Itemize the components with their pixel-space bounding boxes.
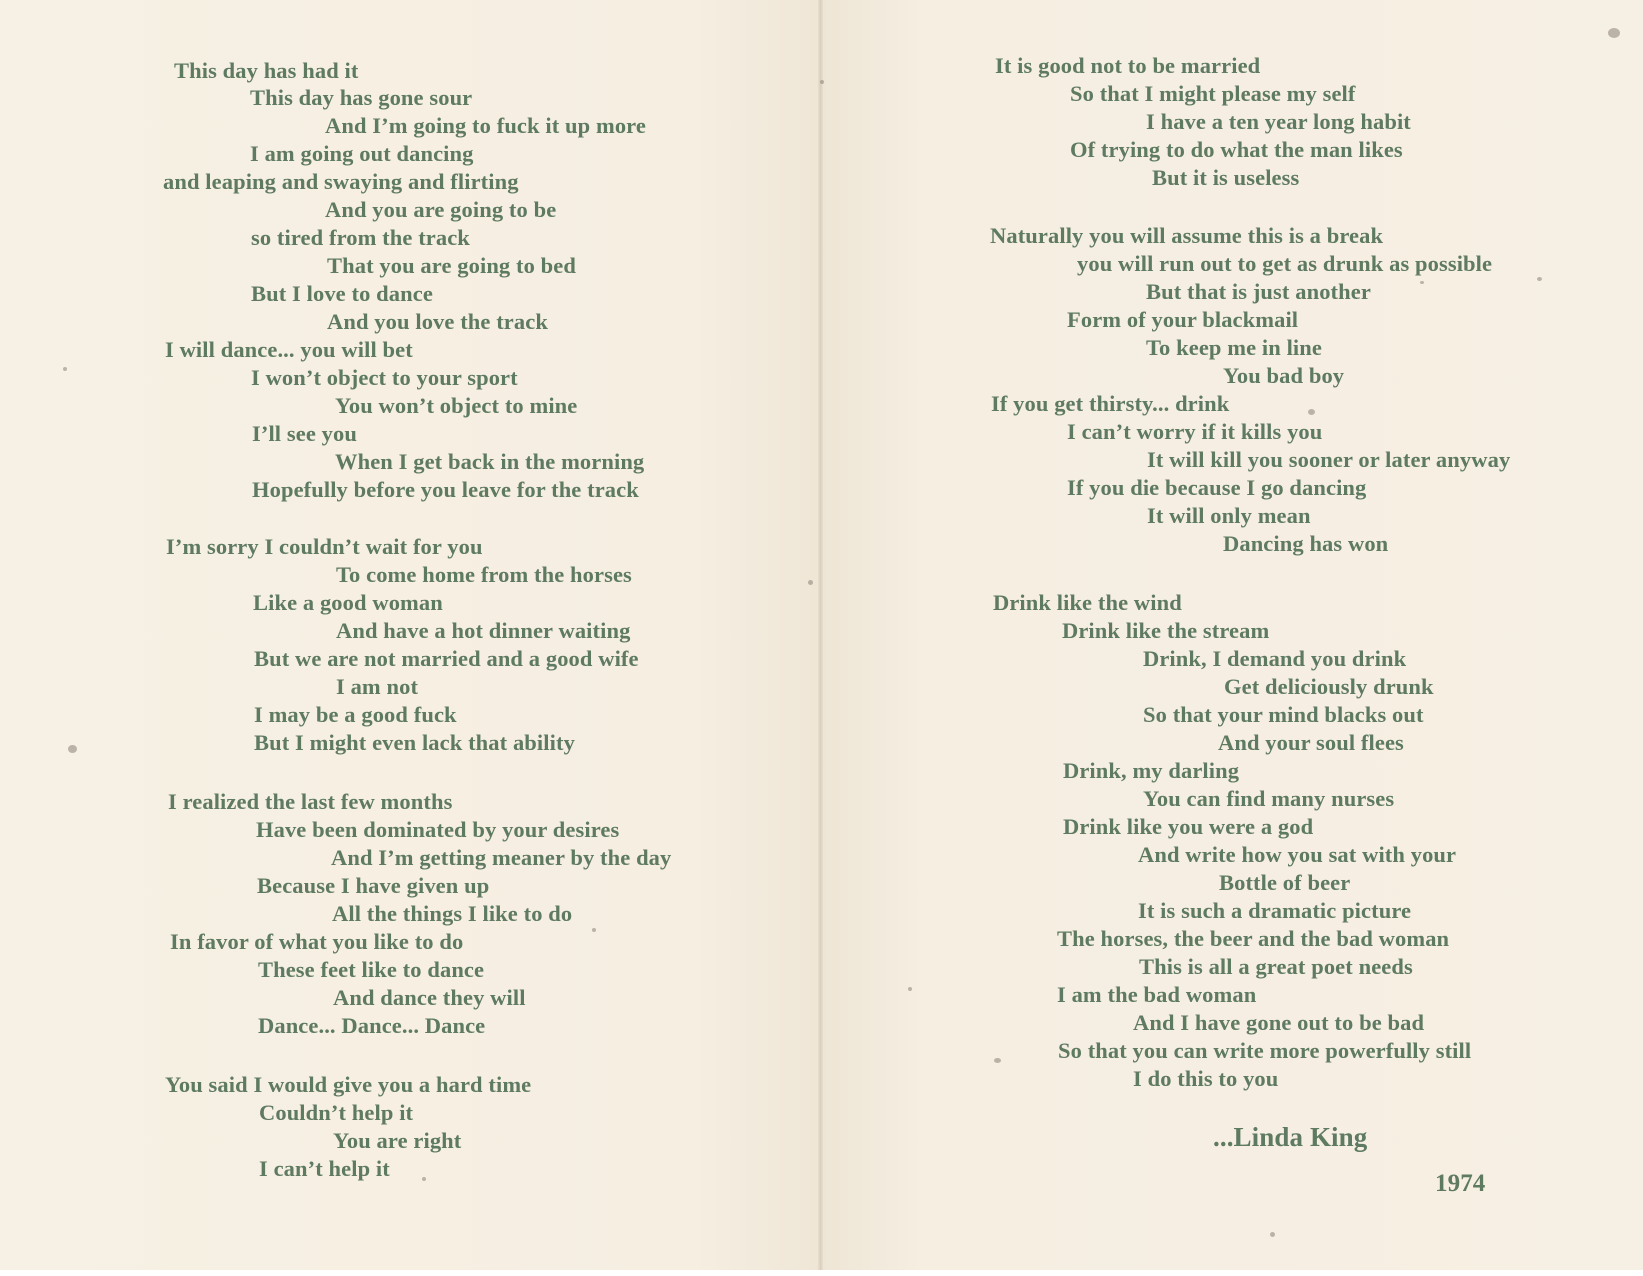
- poem-line: I am not: [336, 674, 419, 699]
- poem-line: But that is just another: [1146, 279, 1371, 304]
- poem-line: Because I have given up: [257, 873, 490, 898]
- paper-speck: [68, 745, 77, 753]
- poem-line: In favor of what you like to do: [170, 929, 464, 954]
- paper-speck: [1537, 277, 1542, 281]
- paper-speck: [994, 1058, 1001, 1063]
- poem-line: Dancing has won: [1223, 531, 1389, 556]
- poem-line: But it is useless: [1152, 165, 1300, 190]
- poem-line: If you die because I go dancing: [1067, 475, 1367, 500]
- paper-speck: [1608, 28, 1620, 38]
- poem-line: All the things I like to do: [332, 901, 573, 926]
- poem-line: Drink, I demand you drink: [1143, 646, 1407, 671]
- poem-line: And have a hot dinner waiting: [336, 618, 631, 643]
- poem-line: To keep me in line: [1146, 335, 1322, 360]
- poem-line: You are right: [333, 1128, 462, 1153]
- poem-line: And I’m going to fuck it up more: [325, 113, 646, 138]
- poem-line: I can’t help it: [259, 1156, 390, 1181]
- poem-line: These feet like to dance: [258, 957, 485, 982]
- poem-line: Have been dominated by your desires: [256, 817, 620, 842]
- poem-line: Form of your blackmail: [1067, 307, 1299, 332]
- poem-line: But I love to dance: [251, 281, 433, 306]
- poem-line: But I might even lack that ability: [254, 730, 575, 755]
- paper-speck: [1308, 409, 1315, 415]
- author-signature: ...Linda King: [1213, 1122, 1368, 1152]
- poem-line: Like a good woman: [253, 590, 443, 615]
- poem-line: But we are not married and a good wife: [254, 646, 639, 671]
- poem-line: When I get back in the morning: [335, 449, 645, 474]
- paper-speck: [808, 580, 813, 585]
- poem-line: Couldn’t help it: [259, 1100, 414, 1125]
- poem-line: Of trying to do what the man likes: [1070, 137, 1403, 162]
- poem-line: I can’t worry if it kills you: [1067, 419, 1323, 444]
- poem-line: Drink like the stream: [1062, 618, 1270, 643]
- poem-line: I may be a good fuck: [254, 702, 457, 727]
- poem-line: You won’t object to mine: [335, 393, 578, 418]
- poem-line: I am the bad woman: [1057, 982, 1257, 1007]
- scan-edge: [0, 1270, 1643, 1276]
- poem-line: You said I would give you a hard time: [165, 1072, 532, 1097]
- poem-line: I realized the last few months: [168, 789, 453, 814]
- poem-line: I’ll see you: [252, 421, 357, 446]
- poem-line: It is good not to be married: [995, 53, 1261, 78]
- poem-line: Naturally you will assume this is a break: [990, 223, 1384, 248]
- poem-year: 1974: [1435, 1170, 1486, 1197]
- poem-line: You can find many nurses: [1143, 786, 1395, 811]
- poem-line: It will kill you sooner or later anyway: [1147, 447, 1511, 472]
- poem-line: It is such a dramatic picture: [1138, 898, 1412, 923]
- page-fold: [818, 0, 823, 1276]
- poem-line: so tired from the track: [251, 225, 470, 250]
- poem-line: Dance... Dance... Dance: [258, 1013, 486, 1038]
- poem-line: Drink, my darling: [1063, 758, 1240, 783]
- paper-speck: [908, 987, 912, 991]
- poem-line: To come home from the horses: [336, 562, 632, 587]
- paper-speck: [63, 367, 67, 371]
- poem-line: I do this to you: [1133, 1066, 1279, 1091]
- poem-line: That you are going to bed: [327, 253, 576, 278]
- poem-line: I will dance... you will bet: [165, 337, 413, 362]
- poem-line: And I have gone out to be bad: [1133, 1010, 1425, 1035]
- poem-line: This day has had it: [174, 58, 359, 83]
- poem-line: And you are going to be: [325, 197, 557, 222]
- poem-line: So that your mind blacks out: [1143, 702, 1424, 727]
- poem-line: Hopefully before you leave for the track: [252, 477, 639, 502]
- paper-speck: [820, 80, 824, 84]
- paper-speck: [1420, 281, 1424, 284]
- poem-line: Get deliciously drunk: [1224, 674, 1434, 699]
- poem-line: So that I might please my self: [1070, 81, 1356, 106]
- poem-line: You bad boy: [1223, 363, 1345, 388]
- poem-line: Drink like you were a god: [1063, 814, 1314, 839]
- poem-line: I’m sorry I couldn’t wait for you: [166, 534, 483, 559]
- poem-line: And dance they will: [333, 985, 526, 1010]
- poem-line: So that you can write more powerfully still: [1058, 1038, 1472, 1063]
- poem-line: Bottle of beer: [1219, 870, 1351, 895]
- poem-line: And you love the track: [327, 309, 548, 334]
- poem-line: And I’m getting meaner by the day: [331, 845, 672, 870]
- poem-line: It will only mean: [1147, 503, 1311, 528]
- poem-line: Drink like the wind: [993, 590, 1182, 615]
- poem-line: And your soul flees: [1218, 730, 1404, 755]
- poem-line: I am going out dancing: [250, 141, 474, 166]
- poem-line: and leaping and swaying and flirting: [163, 169, 519, 194]
- paper-speck: [422, 1177, 426, 1181]
- poem-line: This is all a great poet needs: [1139, 954, 1413, 979]
- poem-line: The horses, the beer and the bad woman: [1057, 926, 1450, 951]
- poem-line: And write how you sat with your: [1138, 842, 1457, 867]
- paper-speck: [592, 928, 596, 932]
- paper-speck: [1270, 1232, 1275, 1237]
- poem-line: This day has gone sour: [250, 85, 473, 110]
- poem-line: you will run out to get as drunk as possible: [1077, 251, 1493, 276]
- poem-line: I have a ten year long habit: [1146, 109, 1411, 134]
- poem-line: I won’t object to your sport: [251, 365, 518, 390]
- poem-line: If you get thirsty... drink: [991, 391, 1230, 416]
